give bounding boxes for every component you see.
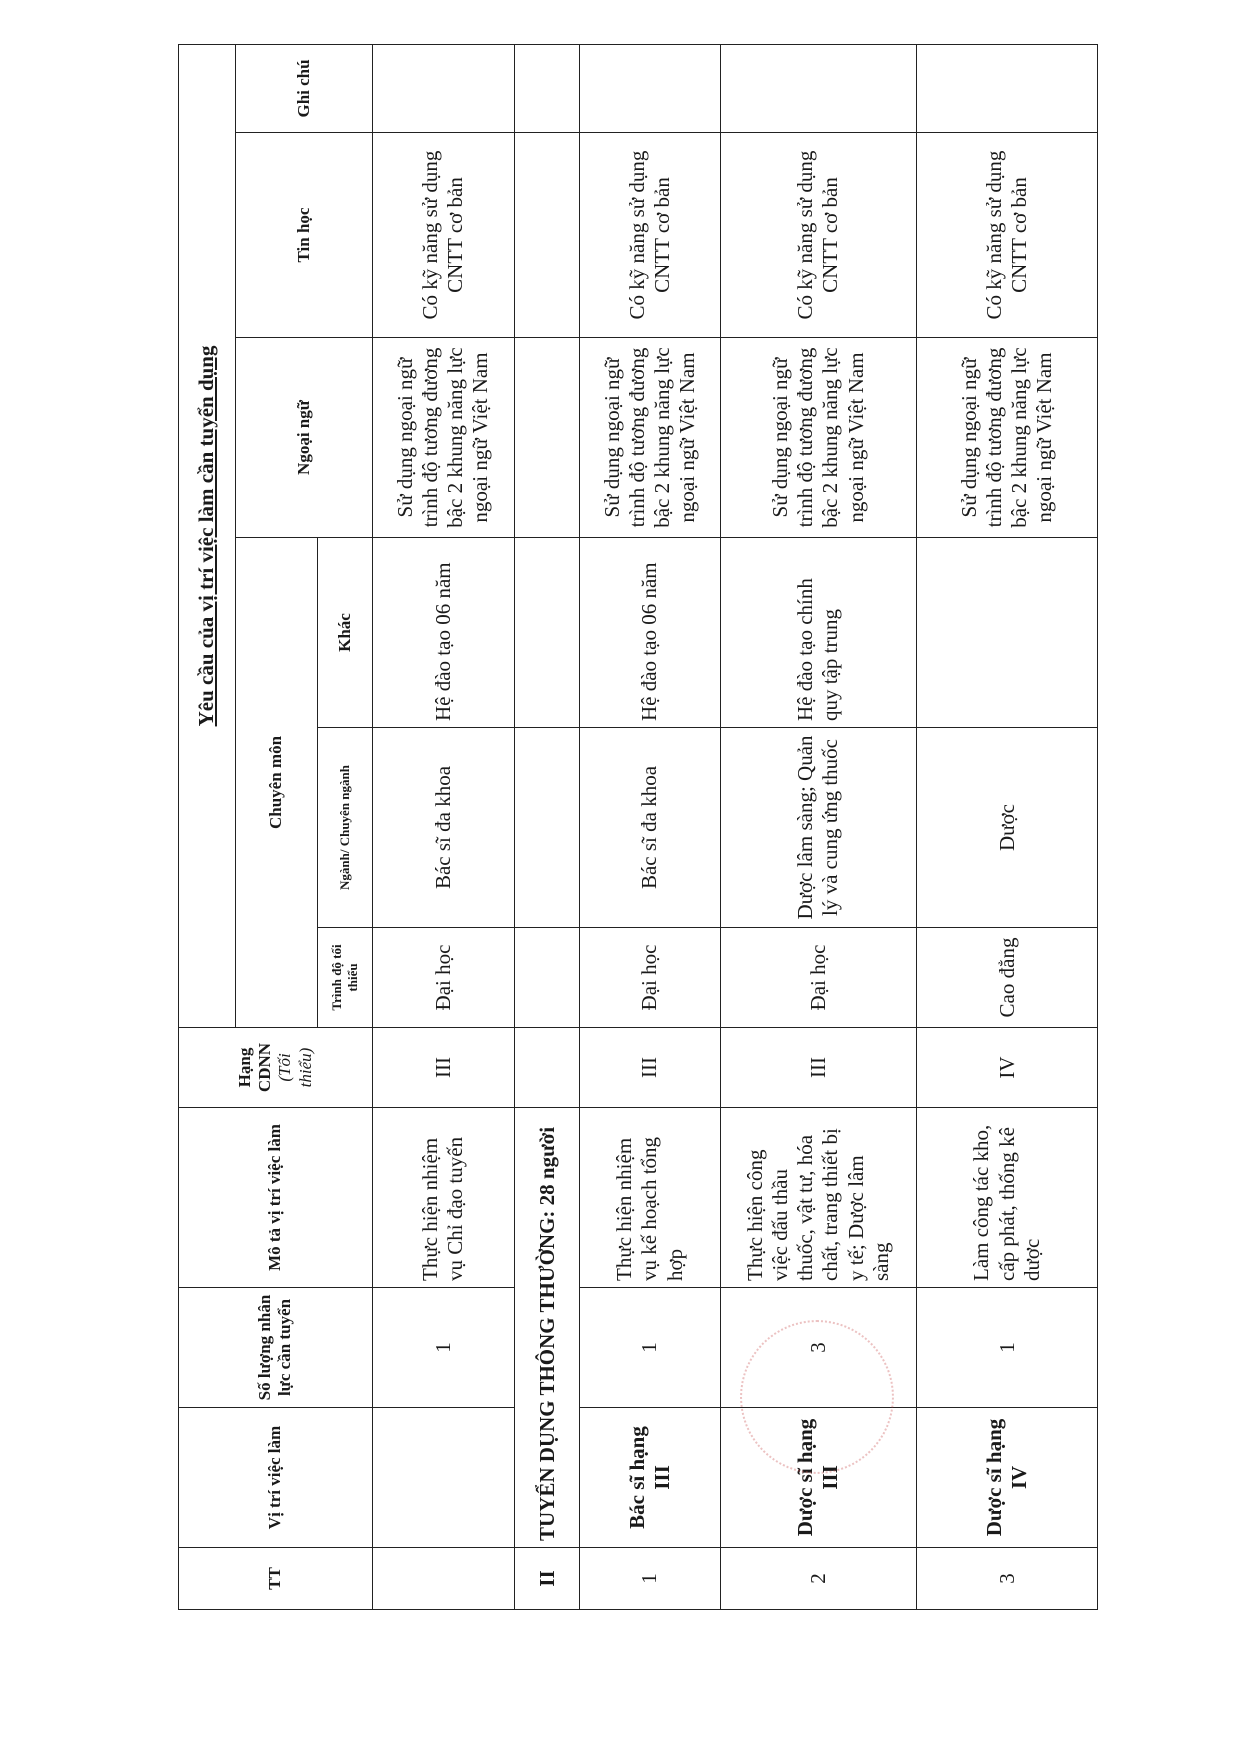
cell-mo-ta: Thực hiện công việc đấu thầu thuốc, vật tư, hóa chất, trang thiết bị y tế; Dược lâm sàng <box>720 1108 917 1288</box>
cell-trinh-do: Đại học <box>372 928 514 1028</box>
header-tt: TT <box>179 1548 373 1610</box>
cell-nganh: Bác sĩ đa khoa <box>580 728 720 928</box>
section-empty-6 <box>514 133 580 338</box>
header-trinh-do: Trình độ tối thiểu <box>317 928 372 1028</box>
cell-tt <box>372 1548 514 1610</box>
cell-ghi-chu <box>580 44 720 132</box>
faint-stamp-mark <box>740 1320 894 1474</box>
header-mo-ta: Mô tả vị trí việc làm <box>179 1108 373 1288</box>
cell-ngoai-ngu: Sử dụng ngoại ngữ trình độ tương đương bậc 2 khung năng lực ngoại ngữ Việt Nam <box>720 338 917 538</box>
cell-trinh-do: Đại học <box>580 928 720 1028</box>
cell-mo-ta: Làm công tác kho, cấp phát, thống kê dược <box>917 1108 1098 1288</box>
table-row <box>917 44 1098 1609</box>
header-tin-hoc: Tin học <box>235 133 372 338</box>
rotated-page <box>178 45 1098 1610</box>
section-row <box>514 44 580 1609</box>
section-empty-7 <box>514 44 580 132</box>
section-empty-2 <box>514 928 580 1028</box>
cell-mo-ta: Thực hiện nhiệm vụ kế hoạch tổng hợp <box>580 1108 720 1288</box>
recruitment-table <box>178 44 1098 1610</box>
cell-hang: III <box>580 1028 720 1108</box>
header-vi-tri: Vị trí việc làm <box>179 1408 373 1548</box>
cell-tt: 3 <box>917 1548 1098 1610</box>
cell-tt: 1 <box>580 1548 720 1610</box>
cell-vi-tri <box>372 1408 514 1548</box>
cell-vi-tri: Dược sĩ hạng III <box>720 1408 917 1548</box>
cell-trinh-do: Cao đẳng <box>917 928 1098 1028</box>
header-row-1 <box>179 44 236 1609</box>
cell-hang: III <box>720 1028 917 1108</box>
cell-ghi-chu <box>917 44 1098 132</box>
cell-vi-tri: Bác sĩ hạng III <box>580 1408 720 1548</box>
cell-so-luong: 1 <box>372 1288 514 1408</box>
table-row <box>372 44 514 1609</box>
cell-tin-hoc: Có kỹ năng sử dụng CNTT cơ bản <box>580 133 720 338</box>
cell-tin-hoc: Có kỹ năng sử dụng CNTT cơ bản <box>372 133 514 338</box>
section-title: TUYỂN DỤNG THÔNG THƯỜNG: 28 người <box>514 1108 580 1548</box>
section-tt: II <box>514 1548 580 1610</box>
cell-hang: III <box>372 1028 514 1108</box>
cell-khac: Hệ đào tạo chính quy tập trung <box>720 538 917 728</box>
section-empty-4 <box>514 538 580 728</box>
cell-tt: 2 <box>720 1548 917 1610</box>
header-ngoai-ngu: Ngoại ngữ <box>235 338 372 538</box>
section-empty-1 <box>514 1028 580 1108</box>
cell-khac: Hệ đào tạo 06 năm <box>372 538 514 728</box>
cell-nganh: Bác sĩ đa khoa <box>372 728 514 928</box>
cell-nganh: Dược lâm sàng; Quản lý và cung ứng thuốc <box>720 728 917 928</box>
cell-so-luong: 3 <box>720 1288 917 1408</box>
cell-so-luong: 1 <box>580 1288 720 1408</box>
header-nganh: Ngành/ Chuyên ngành <box>317 728 372 928</box>
header-hang-sub: (Tối thiểu) <box>275 1047 315 1088</box>
cell-ghi-chu <box>720 44 917 132</box>
cell-trinh-do: Đại học <box>720 928 917 1028</box>
cell-mo-ta: Thực hiện nhiệm vụ Chỉ đạo tuyến <box>372 1108 514 1288</box>
header-chuyen-mon: Chuyên môn <box>235 538 317 1028</box>
cell-ghi-chu <box>372 44 514 132</box>
cell-ngoai-ngu: Sử dụng ngoại ngữ trình độ tương đương bậc 2 khung năng lực ngoại ngữ Việt Nam <box>917 338 1098 538</box>
header-khac: Khác <box>317 538 372 728</box>
cell-tin-hoc: Có kỹ năng sử dụng CNTT cơ bản <box>720 133 917 338</box>
header-hang <box>179 1028 373 1108</box>
cell-khac: Hệ đào tạo 06 năm <box>580 538 720 728</box>
section-empty-5 <box>514 338 580 538</box>
cell-vi-tri: Dược sĩ hạng IV <box>917 1408 1098 1548</box>
header-ghi-chu: Ghi chú <box>235 44 372 132</box>
header-so-luong: Số lượng nhân lực cần tuyển <box>179 1288 373 1408</box>
table-row <box>580 44 720 1609</box>
section-empty-3 <box>514 728 580 928</box>
cell-so-luong: 1 <box>917 1288 1098 1408</box>
cell-tin-hoc: Có kỹ năng sử dụng CNTT cơ bản <box>917 133 1098 338</box>
cell-ngoai-ngu: Sử dụng ngoại ngữ trình độ tương đương bậc 2 khung năng lực ngoại ngữ Việt Nam <box>580 338 720 538</box>
cell-nganh: Dược <box>917 728 1098 928</box>
header-hang-main: Hạng CDNN <box>234 1042 274 1093</box>
header-yeu-cau: Yêu cầu của vị trí việc làm cần tuyển dụng <box>179 44 236 1027</box>
cell-ngoai-ngu: Sử dụng ngoại ngữ trình độ tương đương bậc 2 khung năng lực ngoại ngữ Việt Nam <box>372 338 514 538</box>
cell-khac <box>917 538 1098 728</box>
cell-hang: IV <box>917 1028 1098 1108</box>
